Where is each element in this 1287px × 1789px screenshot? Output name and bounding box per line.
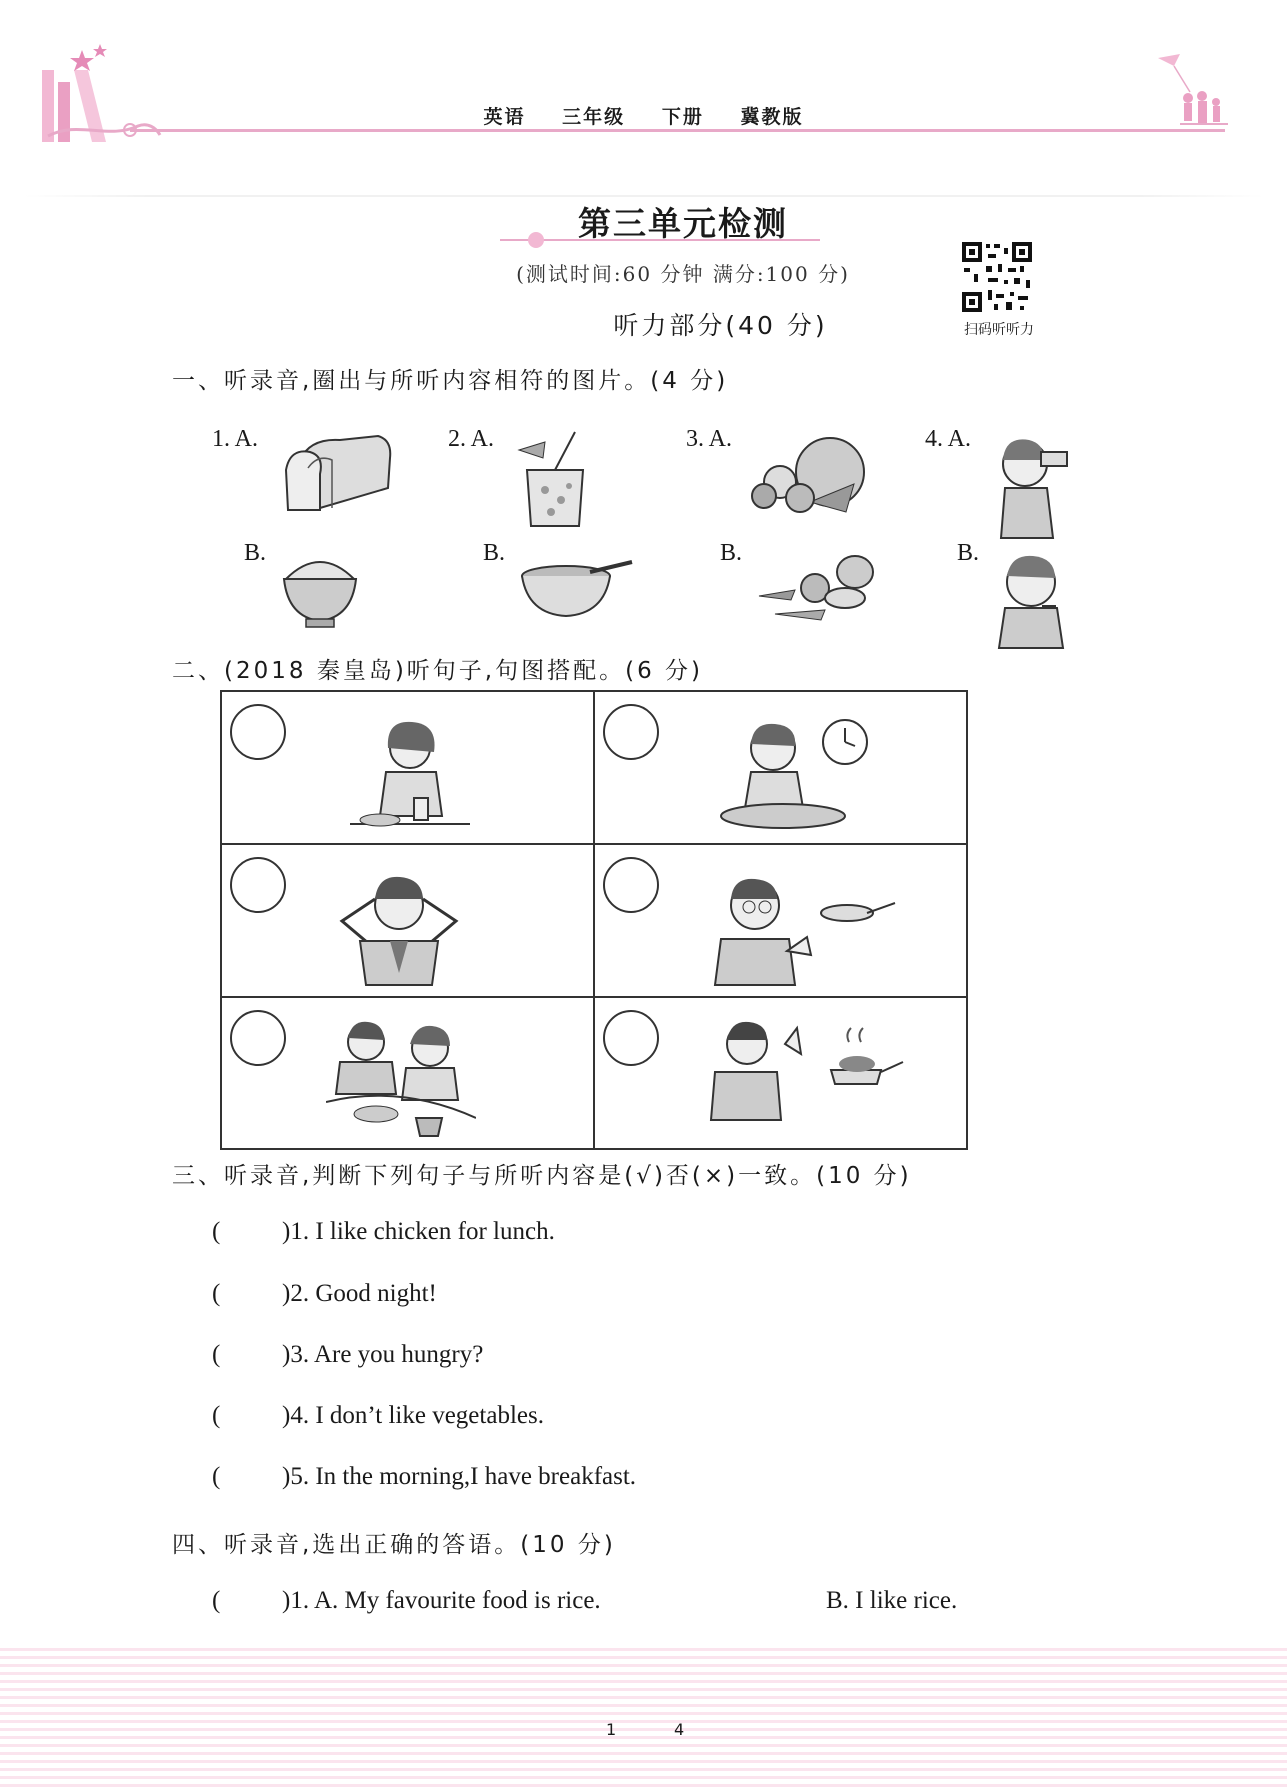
- match-cell: [594, 691, 967, 844]
- s1-item3-b-label: B.: [720, 540, 743, 566]
- answer-circle[interactable]: [230, 704, 286, 760]
- answer-bracket[interactable]: (: [212, 1463, 221, 1490]
- s1-item2-a-label: 2. A.: [448, 426, 495, 452]
- s3-item: [212, 1218, 555, 1246]
- s1-item1-a-label: 1. A.: [212, 426, 259, 452]
- rice-bowl-icon[interactable]: [280, 545, 360, 634]
- juice-glass-icon[interactable]: [515, 430, 600, 534]
- match-cell: [221, 691, 594, 844]
- match-cell: [221, 997, 594, 1149]
- header-divider: [130, 129, 1225, 132]
- s3-item: [212, 1463, 636, 1491]
- vegetables-icon[interactable]: [755, 550, 880, 629]
- answer-circle[interactable]: [603, 857, 659, 913]
- s3-item: [212, 1280, 437, 1308]
- section2-title: 二、(2018 秦皇岛)听句子,句图搭配。(6 分): [172, 658, 703, 684]
- bread-icon[interactable]: [280, 430, 395, 519]
- boy-dinner-clock-icon: [713, 712, 873, 836]
- kids-kite-icon: [1150, 52, 1230, 136]
- matching-table: [220, 690, 968, 1150]
- answer-circle[interactable]: [603, 704, 659, 760]
- s1-item4-b-label: B.: [957, 540, 980, 566]
- boy-refuses-food-icon: [707, 863, 897, 992]
- match-cell: [594, 844, 967, 997]
- unit-title: 第三单元检测: [578, 204, 788, 243]
- children-eating-icon: [326, 1014, 476, 1146]
- match-cell: [594, 997, 967, 1149]
- section4-title: 四、听录音,选出正确的答语。(10 分): [172, 1532, 616, 1558]
- s1-item2-b-label: B.: [483, 540, 506, 566]
- answer-circle[interactable]: [230, 857, 286, 913]
- answer-bracket[interactable]: (: [212, 1402, 221, 1429]
- s1-item1-b-label: B.: [244, 540, 267, 566]
- s4-item-option-b: B. I like rice.: [826, 1587, 958, 1614]
- girl-drinking-icon[interactable]: [995, 430, 1075, 544]
- test-info: (测试时间:60 分钟 满分:100 分): [516, 262, 850, 286]
- match-cell: [221, 844, 594, 997]
- answer-bracket[interactable]: (: [212, 1218, 221, 1245]
- answer-circle[interactable]: [230, 1010, 286, 1066]
- listening-part-title: 听力部分(40 分): [613, 311, 828, 340]
- section1-title: 一、听录音,圈出与所听内容相符的图片。(4 分): [172, 368, 729, 394]
- boy-drinking-icon[interactable]: [997, 550, 1077, 654]
- s3-item-text: )3. Are you hungry?: [282, 1341, 484, 1368]
- answer-bracket[interactable]: (: [212, 1280, 221, 1307]
- s3-item-text: )4. I don’t like vegetables.: [282, 1402, 544, 1429]
- page-number-left: 1: [606, 1720, 617, 1739]
- girl-breakfast-icon: [350, 712, 470, 841]
- header-volume: 下册: [661, 106, 704, 128]
- header-subject: 英语: [483, 106, 526, 128]
- header-grade: 三年级: [562, 106, 626, 128]
- answer-bracket[interactable]: (: [212, 1341, 221, 1368]
- s3-item: [212, 1402, 544, 1430]
- soup-bowl-icon[interactable]: [520, 558, 635, 622]
- s3-item-text: )1. I like chicken for lunch.: [282, 1218, 555, 1245]
- boy-hands-on-head-icon: [334, 863, 464, 992]
- qr-code-icon[interactable]: [960, 240, 1034, 314]
- s1-item4-a-label: 4. A.: [925, 426, 972, 452]
- title-underline-decoration: [500, 232, 820, 252]
- s4-item: [212, 1587, 601, 1615]
- section3-title: 三、听录音,判断下列句子与所听内容是(√)否(×)一致。(10 分): [172, 1163, 912, 1189]
- header-edition: 冀教版: [740, 106, 804, 128]
- page-number-right: 4: [674, 1720, 685, 1739]
- footer-band: [0, 1648, 1287, 1789]
- s3-item-text: )2. Good night!: [282, 1280, 437, 1307]
- s4-item-option-a: )1. A. My favourite food is rice.: [282, 1587, 601, 1614]
- answer-bracket[interactable]: (: [212, 1587, 221, 1614]
- header-shadow: [24, 195, 1264, 197]
- boy-waving-food-icon: [705, 1014, 905, 1128]
- header-title: [0, 102, 1287, 129]
- logo-left: [38, 40, 163, 154]
- s3-item: [212, 1341, 483, 1369]
- fruits-icon[interactable]: [750, 430, 870, 519]
- answer-circle[interactable]: [603, 1010, 659, 1066]
- qr-label: 扫码听听力: [964, 322, 1034, 338]
- s1-item3-a-label: 3. A.: [686, 426, 733, 452]
- s3-item-text: )5. In the morning,I have breakfast.: [282, 1463, 637, 1490]
